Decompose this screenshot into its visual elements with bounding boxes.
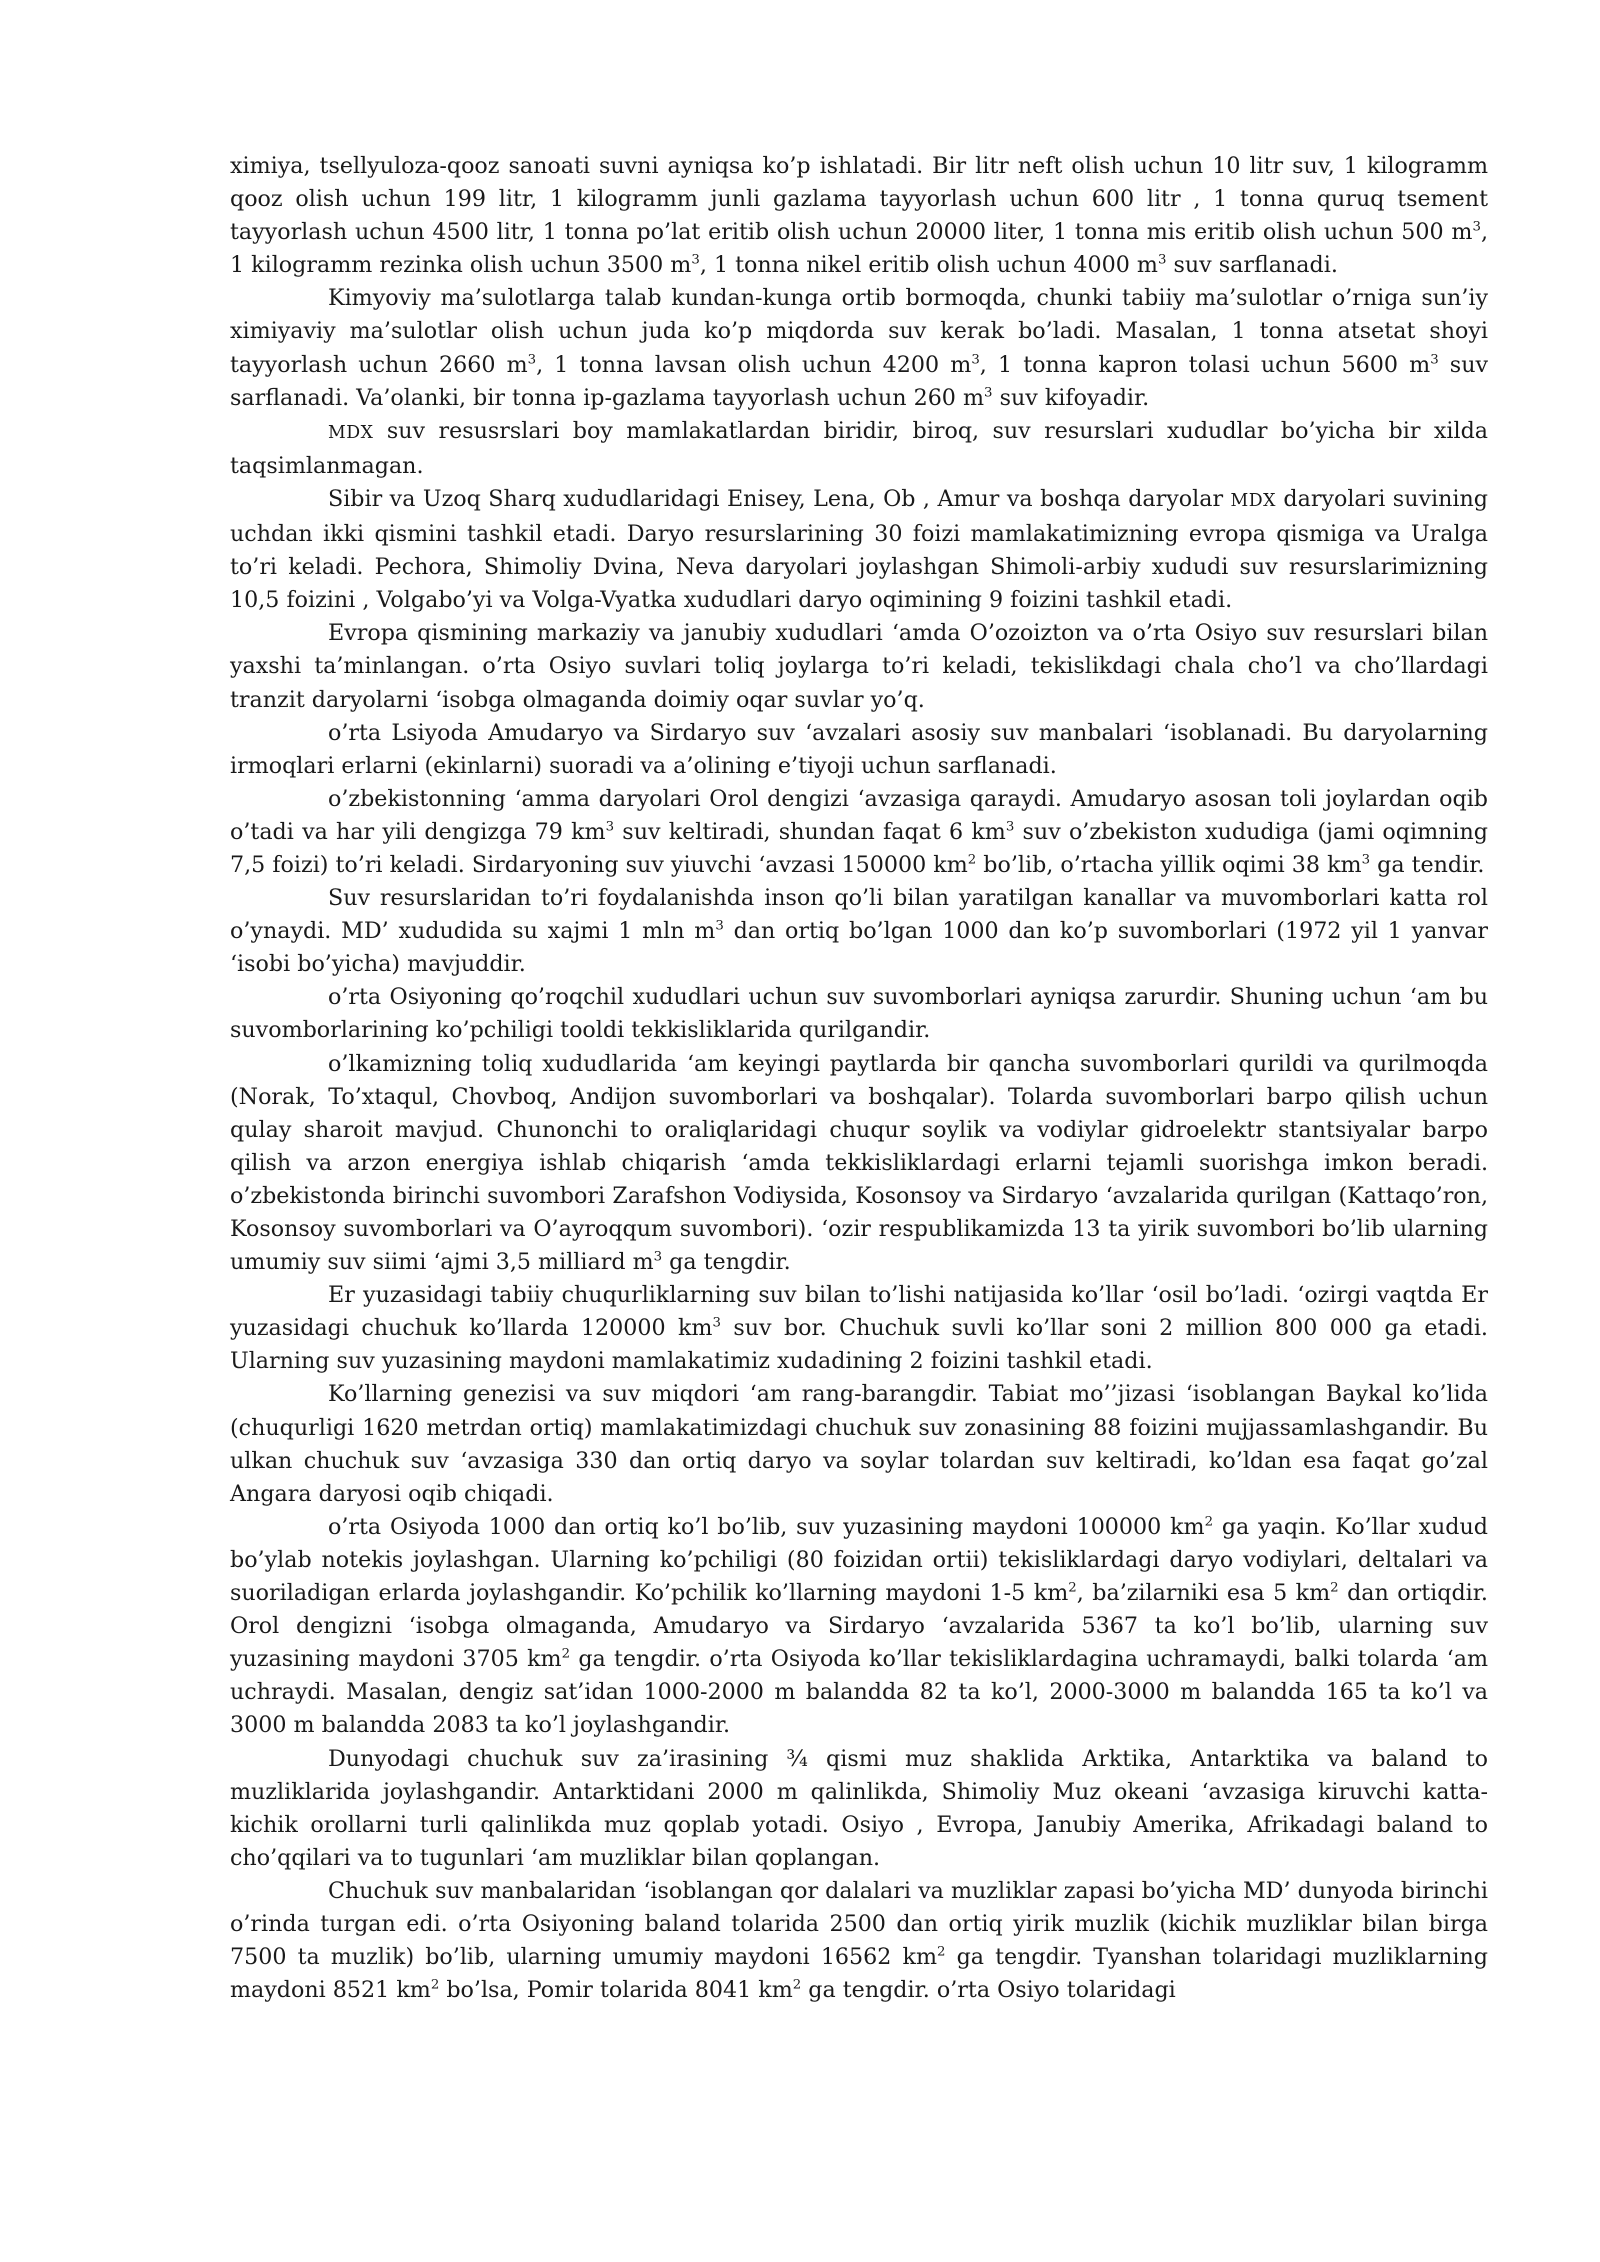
paragraph [230, 981, 1488, 1047]
text-run: suv sarflanadi. Va’olanki, bir tonna ip-gazlama tayyorlash uchun 260 m [230, 351, 1489, 411]
abbreviation: MDX [1230, 490, 1276, 511]
text-run: ga tengdir. o’rta Osiyo tolaridagi [801, 1977, 1176, 2004]
superscript-exponent: 3 [1361, 852, 1371, 868]
text-run: Sibir va Uzoq Sharq xududlaridagi Enisey, Lena, Ob , Amur va boshqa daryolar [328, 485, 1231, 512]
paragraph [230, 1743, 1488, 1875]
superscript-exponent: 3 [1157, 252, 1167, 268]
text-run: o’lkamizning toliq xududlarida ‘am keyingi paytlarda bir qancha suvomborlari qurildi va qurilmoqda (Norak, To’xtaqul, Chovboq, Andijon suvomborlari va boshqalar). Tolarda suvomborlari barpo qilish uchun qulay sharoit mavjud. Chunonchi to oraliqlaridagi chuqur soylik va vodiylar gidroelektr stantsiyalar barpo qilish va arzon energiya ishlab chiqarish ‘amda tekkisliklardagi erlarni tejamli suorishga imkon beradi. o’zbekistonda birinchi suvombori Zarafshon Vodiysida, Kosonsoy va Sirdaryo ‘avzalarida qurilgan (Kattaqo’ron, Kosonsoy suvomborlari va O’ayroqqum suvombori). ‘ozir respublikamizda 13 ta yirik suvombori bo’lib ularning umumiy suv siimi ‘ajmi 3,5 milliard m [230, 1050, 1488, 1276]
text-run: ga tendir. [1370, 851, 1485, 878]
paragraph [230, 783, 1488, 882]
superscript-exponent: 2 [936, 1944, 946, 1960]
superscript-exponent: 3 [605, 819, 615, 835]
paragraph [230, 1511, 1488, 1743]
paragraph [230, 483, 1488, 617]
superscript-exponent: 3 [1005, 819, 1015, 835]
paragraph [230, 1378, 1488, 1510]
superscript-exponent: 2 [1204, 1514, 1214, 1530]
text-run: suv bor. Chuchuk suvli ko’llar soni 2 million 800 000 ga etadi. Ularning suv yuzasining maydoni mamlakatimiz xudadining 2 foizini tashkil etadi. [230, 1315, 1488, 1375]
text-run: Dunyodagi chuchuk suv za’irasining ¾ qismi muz shaklida Arktika, Antarktika va baland to muzliklarida joylashgandir. Antarktidani 2000 m qalinlikda, Shimoliy Muz okeani ‘avzasiga kiruvchi katta-kichik orollarni turli qalinlikda muz qoplab yotadi. Osiyo , Evropa, Janubiy Amerika, Afrikadagi baland to cho’qqilari va to tugunlari ‘am muzliklar bilan qoplangan. [230, 1745, 1488, 1871]
superscript-exponent: 3 [1430, 352, 1439, 368]
text-run: bo’lib, o’rtacha yillik oqimi 38 km [976, 851, 1362, 878]
paragraph [230, 617, 1488, 716]
document-page [230, 150, 1488, 2007]
paragraph [230, 415, 1488, 483]
text-run: ximiya, tsellyuloza-qooz sanoati suvni ayniqsa ko’p ishlatadi. Bir litr neft olish uchun 10 litr suv, 1 kilogramm qooz olish uchun 199 litr, 1 kilogramm junli gazlama tayyorlash uchun 600 litr , 1 tonna quruq tsement tayyorlash uchun 4500 litr, 1 tonna po’lat eritib olish uchun 20000 liter, 1 tonna mis eritib olish uchun 500 m [230, 153, 1488, 246]
text-run: o’zbekistonning ‘amma daryolari Orol dengizi ‘avzasiga qaraydi. Amudaryo asosan toli joylardan oqib o’tadi va har yili dengizga 79 km [230, 785, 1488, 845]
superscript-exponent: 3 [971, 352, 980, 368]
superscript-exponent: 3 [984, 385, 993, 401]
text-run: , 1 tonna lavsan olish uchun 4200 m [536, 351, 972, 378]
text-run: , 1 kilogramm rezinka olish uchun 3500 m [230, 219, 1488, 279]
text-run: Evropa qismining markaziy va janubiy xududlari ‘amda O’ozoizton va o’rta Osiyo suv resurslari bilan yaxshi ta’minlangan. o’rta Osiyo suvlari toliq joylarga to’ri keladi, tekislikdagi chala cho’l va cho’llardagi tranzit daryolarni ‘isobga olmaganda doimiy oqar suvlar yo’q. [230, 620, 1488, 713]
abbreviation: MDX [328, 422, 374, 443]
superscript-exponent: 3 [712, 1315, 721, 1331]
text-run: dan ortiq bo’lgan 1000 dan ko’p suvomborlari (1972 yil 1 yanvar ‘isobi bo’yicha) mavjuddir. [230, 918, 1488, 978]
text-run: , 1 tonna nikel eritib olish uchun 4000 m [699, 252, 1158, 279]
paragraph [230, 1875, 1488, 2007]
text-run: ga tengdir. Tyanshan tolaridagi muzliklarning maydoni 8521 km [230, 1944, 1488, 2004]
paragraph [230, 1048, 1488, 1280]
text-run: ga tengdir. o’rta Osiyoda ko’llar tekisliklardagina uchramaydi, balki tolarda ‘am uchraydi. Masalan, dengiz sat’idan 1000-2000 m balandda 82 ta ko’l, 2000-3000 m balandda 165 ta ko’l va 3000 m balandda 2083 ta ko’l joylashgandir. [230, 1646, 1488, 1739]
paragraph [230, 717, 1488, 783]
paragraph [230, 882, 1488, 981]
text-run: o’rta Osiyoning qo’roqchil xududlari uchun suv suvomborlari ayniqsa zarurdir. Shuning uchun ‘am bu suvomborlarining ko’pchiligi tooldi tekkisliklarida qurilgandir. [230, 984, 1488, 1044]
text-run: Kimyoviy ma’sulotlarga talab kundan-kunga ortib bormoqda, chunki tabiiy ma’sulotlar o’rniga sun’iy ximiyaviy ma’sulotlar olish uchun juda ko’p miqdorda suv kerak bo’ladi. Masalan, 1 tonna atsetat shoyi tayyorlash uchun 2660 m [230, 285, 1488, 378]
paragraph [230, 282, 1488, 414]
text-run: suv o’zbekiston xududiga (jami oqimning 7,5 foizi) to’ri keladi. Sirdaryoning suv yiuvchi ‘avzasi 150000 km [230, 818, 1489, 878]
text-run: ga yaqin. Ko’llar xudud bo’ylab notekis joylashgan. Ularning ko’pchiligi (80 foizidan ortii) tekisliklardagi daryo vodiylari, deltalari va suoriladigan erlarda joylashgandir. Ko’pchilik ko’llarning maydoni 1-5 km [230, 1513, 1488, 1607]
superscript-exponent: 2 [1330, 1580, 1339, 1596]
superscript-exponent: 2 [967, 852, 977, 868]
text-run: suv kifoyadir. [992, 384, 1150, 411]
text-run: , 1 tonna kapron tolasi uchun 5600 m [979, 351, 1431, 378]
superscript-exponent: 2 [430, 1977, 440, 1993]
superscript-exponent: 2 [561, 1646, 571, 1662]
superscript-exponent: 2 [792, 1977, 802, 1993]
paragraph [230, 150, 1488, 282]
text-run: Suv resurslaridan to’ri foydalanishda inson qo’li bilan yaratilgan kanallar va muvomborlari katta rol o’ynaydi. MD’ xududida su xajmi 1 mln m [230, 885, 1488, 945]
text-run: , ba’zilarniki esa 5 km [1076, 1580, 1331, 1607]
text-run: Chuchuk suv manbalaridan ‘isoblangan qor dalalari va muzliklar zapasi bo’yicha MD’ dunyoda birinchi o’rinda turgan edi. o’rta Osiyoning baland tolarida 2500 dan ortiq yirik muzlik (kichik muzliklar bilan birga 7500 ta muzlik) bo’lib, ularning umumiy maydoni 16562 km [230, 1877, 1488, 1971]
text-run: bo’lsa, Pomir tolarida 8041 km [439, 1977, 793, 2004]
text-run: suv sarflanadi. [1166, 252, 1338, 279]
text-run: Er yuzasidagi tabiiy chuqurliklarning suv bilan to’lishi natijasida ko’llar ‘osil bo’ladi. ‘ozirgi vaqtda Er yuzasidagi chuchuk ko’llarda 120000 km [230, 1282, 1488, 1342]
superscript-exponent: 3 [527, 352, 537, 368]
text-run: ga tengdir. [662, 1249, 791, 1276]
text-run: suv keltiradi, shundan faqat 6 km [614, 818, 1006, 845]
text-run: suv resusrslari boy mamlakatlardan biridir, biroq, suv resurslari xududlar bo’yicha bir xilda taqsimlanmagan. [230, 417, 1488, 479]
text-run: dan ortiqdir. Orol dengizni ‘isobga olmaganda, Amudaryo va Sirdaryo ‘avzalarida 5367 ta ko’l bo’lib, ularning suv yuzasining maydoni 3705 km [230, 1580, 1488, 1673]
text-run: daryolari suvining uchdan ikki qismini tashkil etadi. Daryo resurslarining 30 foizi mamlakatimizning evropa qismiga va Uralga to’ri keladi. Pechora, Shimoliy Dvina, Neva daryolari joylashgan Shimoli-arbiy xududi suv resurslarimizning 10,5 foizini , Volgabo’yi va Volga-Vyatka xududlari daryo oqimining 9 foizini tashkil etadi. [230, 485, 1488, 614]
superscript-exponent: 2 [1068, 1580, 1077, 1596]
text-run: o’rta Osiyoda 1000 dan ortiq ko’l bo’lib, suv yuzasining maydoni 100000 km [328, 1513, 1205, 1540]
superscript-exponent: 3 [653, 1249, 663, 1265]
superscript-exponent: 3 [1472, 219, 1481, 235]
superscript-exponent: 3 [691, 252, 700, 268]
text-run: Ko’llarning genezisi va suv miqdori ‘am rang-barangdir. Tabiat mo’’jizasi ‘isoblangan Baykal ko’lida (chuqurligi 1620 metrdan ortiq) mamlakatimizdagi chuchuk suv zonasining 88 foizini mujjassamlashgandir. Bu ulkan chuchuk suv ‘avzasiga 330 dan ortiq daryo va soylar tolardan suv keltiradi, ko’ldan esa faqat go’zal Angara daryosi oqib chiqadi. [230, 1381, 1488, 1507]
paragraph [230, 1279, 1488, 1378]
superscript-exponent: 3 [715, 918, 724, 934]
text-run: o’rta Lsiyoda Amudaryo va Sirdaryo suv ‘avzalari asosiy suv manbalari ‘isoblanadi. Bu daryolarning irmoqlari erlarni (ekinlarni) suoradi va a’olining e’tiyoji uchun sarflanadi. [230, 719, 1488, 779]
